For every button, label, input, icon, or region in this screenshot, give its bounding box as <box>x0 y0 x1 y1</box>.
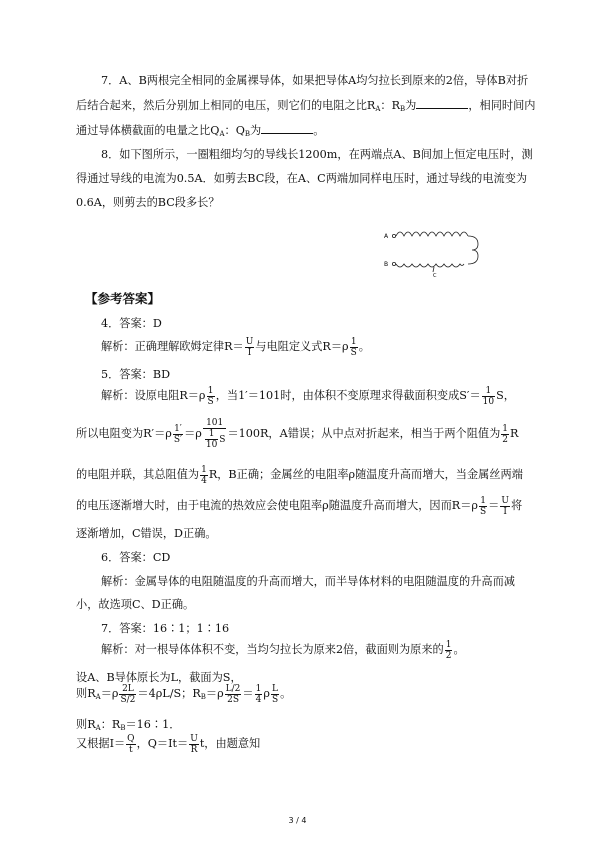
a7-line-3 <box>76 681 291 710</box>
terminal-a <box>392 234 395 237</box>
denominator: S <box>207 396 214 407</box>
denominator: 4 <box>255 694 262 705</box>
a5-line-5: 逐渐增加，C错误，D正确。 <box>76 527 217 540</box>
numerator: 1 <box>350 336 357 347</box>
denominator: 4 <box>201 475 207 486</box>
denominator <box>203 429 227 450</box>
denominator: 2 <box>445 650 452 661</box>
numerator: 1 <box>207 385 214 396</box>
q8-line-2: 得通过导线的电流为0.5A．如剪去BC段，在A、C两端加同样电压时，通过导线的电流变为 <box>76 172 528 185</box>
text: ，Q＝It＝ <box>136 737 189 750</box>
fraction <box>445 640 453 661</box>
numerator: 1′ <box>174 423 182 434</box>
text: ＝100R，A错误；从中点对折起来，相当于两个阻值为 <box>227 427 501 440</box>
a5-line-3 <box>76 464 523 486</box>
text: 。 <box>280 687 292 700</box>
numerator: 1 <box>201 464 207 475</box>
denominator: t <box>129 744 133 755</box>
numerator: U <box>501 495 509 506</box>
text: 则R <box>76 687 96 700</box>
numerator: 1 <box>445 639 452 650</box>
subscript: A <box>95 693 101 701</box>
subscript: A <box>219 130 225 138</box>
answer-blank[interactable] <box>416 98 468 109</box>
text: ：R <box>100 718 121 731</box>
coil-end <box>468 236 478 264</box>
text: 将 <box>510 499 523 512</box>
answer-blank[interactable] <box>261 123 313 134</box>
text: ，当1′＝101时，由体积不变原理求得截面积变成S′＝ <box>215 389 481 402</box>
text: 。 <box>313 124 325 137</box>
fraction <box>200 465 208 486</box>
q7-line-1: 7．A、B两根完全相同的金属裸导体，如果把导体A均匀拉长到原来的2倍，导体B对折 <box>101 74 529 87</box>
numerator: L/2 <box>225 683 241 694</box>
symbol: S <box>219 435 226 445</box>
coil-top <box>396 232 468 236</box>
text: 为 <box>405 99 417 112</box>
fraction <box>189 734 199 755</box>
numerator: 1 <box>205 429 218 440</box>
denominator: 10 <box>205 440 218 450</box>
q7-line-2 <box>76 98 536 116</box>
numerator: L <box>272 683 279 694</box>
fraction <box>245 337 255 358</box>
numerator: 1 <box>480 495 486 506</box>
subscript: B <box>244 130 251 138</box>
numerator: 101 <box>203 418 227 429</box>
text: 又根据I＝ <box>76 737 126 750</box>
text: ：Q <box>224 124 245 137</box>
subscript: B <box>120 724 126 732</box>
numerator: U <box>245 336 254 347</box>
text: ＝ρ <box>184 427 202 440</box>
a7-line-5 <box>76 731 260 757</box>
text: ＝ρ <box>100 687 119 700</box>
denominator: S/2 <box>120 694 136 705</box>
text: S， <box>496 389 515 402</box>
a7-line-2: 设A、B导体原长为L，截面为S， <box>76 671 242 684</box>
text: 的电压逐渐增大时，由于电流的热效应会使电阻率ρ随温度升高而增大，因而R＝ρ <box>76 499 478 512</box>
fraction <box>479 496 487 517</box>
text: 。 <box>358 340 370 353</box>
terminal-b <box>392 262 395 265</box>
fraction <box>207 386 215 407</box>
a4-answer: 4．答案：D <box>101 317 162 330</box>
denominator: S′ <box>173 434 183 445</box>
text: 后结合起来，然后分别加上相同的电压，则它们的电阻之比R <box>76 99 376 112</box>
subscript: A <box>95 724 101 732</box>
a7-line-1 <box>101 638 465 662</box>
coil-wire-figure <box>384 217 490 281</box>
denominator: 2 <box>502 434 508 445</box>
numerator: 1 <box>502 423 508 434</box>
compound-fraction <box>203 418 227 450</box>
text: ρ <box>263 687 270 700</box>
text: 通过导体横截面的电量之比Q <box>76 124 220 137</box>
text: 。 <box>453 643 465 656</box>
text: 解析：设原电阻R＝ρ <box>101 389 206 402</box>
text: ＝ρ <box>205 687 224 700</box>
q7-line-3 <box>76 123 324 141</box>
a5-answer: 5．答案：BD <box>101 368 171 381</box>
text: ＝ <box>488 499 500 512</box>
fraction <box>271 684 279 705</box>
q8-line-3: 0.6A，则剪去的BC段多长？ <box>76 196 220 209</box>
text: ＝16∶1． <box>125 718 181 731</box>
denominator: I <box>247 347 252 358</box>
text: 的电阻并联，其总阻值为 <box>76 468 200 481</box>
fraction <box>225 684 242 705</box>
a6-line-2: 小，故选项C、D正确。 <box>76 598 195 611</box>
denominator: S <box>350 347 357 358</box>
fraction <box>350 337 358 358</box>
answers-heading: 【参考答案】 <box>85 291 161 306</box>
q8-line-1: 8．如下图所示，一圈粗细均匀的导线长1200m，在两端点A、B间加上恒定电压时，测 <box>101 148 533 161</box>
text: 解析：正确理解欧姆定律R＝ <box>101 340 244 353</box>
a6-answer: 6．答案：CD <box>101 551 171 564</box>
fraction <box>501 424 509 445</box>
text: ：R <box>380 99 400 112</box>
label-c: C <box>433 273 437 279</box>
numerator: 2L <box>119 684 136 695</box>
fraction <box>500 496 510 517</box>
a5-line-4 <box>76 495 522 517</box>
a7-answer: 7．答案：16∶1；1∶16 <box>101 622 230 635</box>
fraction <box>173 424 183 445</box>
label-a: A <box>384 233 389 240</box>
denominator: S <box>271 694 279 705</box>
subscript: B <box>400 105 406 113</box>
a6-line-1: 解析：金属导体的电阻随温度的升高而增大，而半导体材料的电阻随温度的升高而减 <box>101 575 515 588</box>
denominator: 10 <box>482 396 495 407</box>
fraction <box>205 429 218 450</box>
numerator: 1 <box>255 683 262 694</box>
text: 为 <box>250 124 262 137</box>
fraction <box>255 684 263 705</box>
page-number: 3 / 4 <box>288 816 307 825</box>
numerator: U <box>190 733 198 744</box>
text: 解析：对一根导体体积不变，当均匀拉长为原来2倍，截面则为原来的 <box>101 643 444 656</box>
numerator: Q <box>127 733 135 744</box>
label-b: B <box>384 261 389 268</box>
denominator: R <box>190 744 198 755</box>
c-tap <box>433 267 434 272</box>
denominator: 2S <box>227 694 239 705</box>
denominator: I <box>503 506 507 517</box>
subscript: B <box>200 693 206 701</box>
text: ＝ <box>242 687 254 700</box>
fraction <box>119 684 136 705</box>
text: 所以电阻变为R′＝ρ <box>76 427 172 440</box>
fraction <box>482 386 495 407</box>
a5-line-1 <box>101 385 515 407</box>
text: ＝4ρL/S；R <box>137 687 201 700</box>
numerator: 1 <box>482 386 495 397</box>
text: 与电阻定义式R＝ρ <box>255 340 349 353</box>
coil-bottom <box>396 264 464 267</box>
text: R，B正确；金属丝的电阻率ρ随温度升高而增大，当金属丝两端 <box>208 468 523 481</box>
a5-line-2 <box>76 414 518 454</box>
text: ，相同时间内 <box>468 99 536 112</box>
text: 则R <box>76 718 96 731</box>
fraction <box>126 734 135 755</box>
subscript: A <box>375 105 381 113</box>
text: R <box>510 427 519 440</box>
denominator: S <box>479 506 487 517</box>
a4-explanation <box>101 336 370 358</box>
text: t，由题意知 <box>199 737 261 750</box>
